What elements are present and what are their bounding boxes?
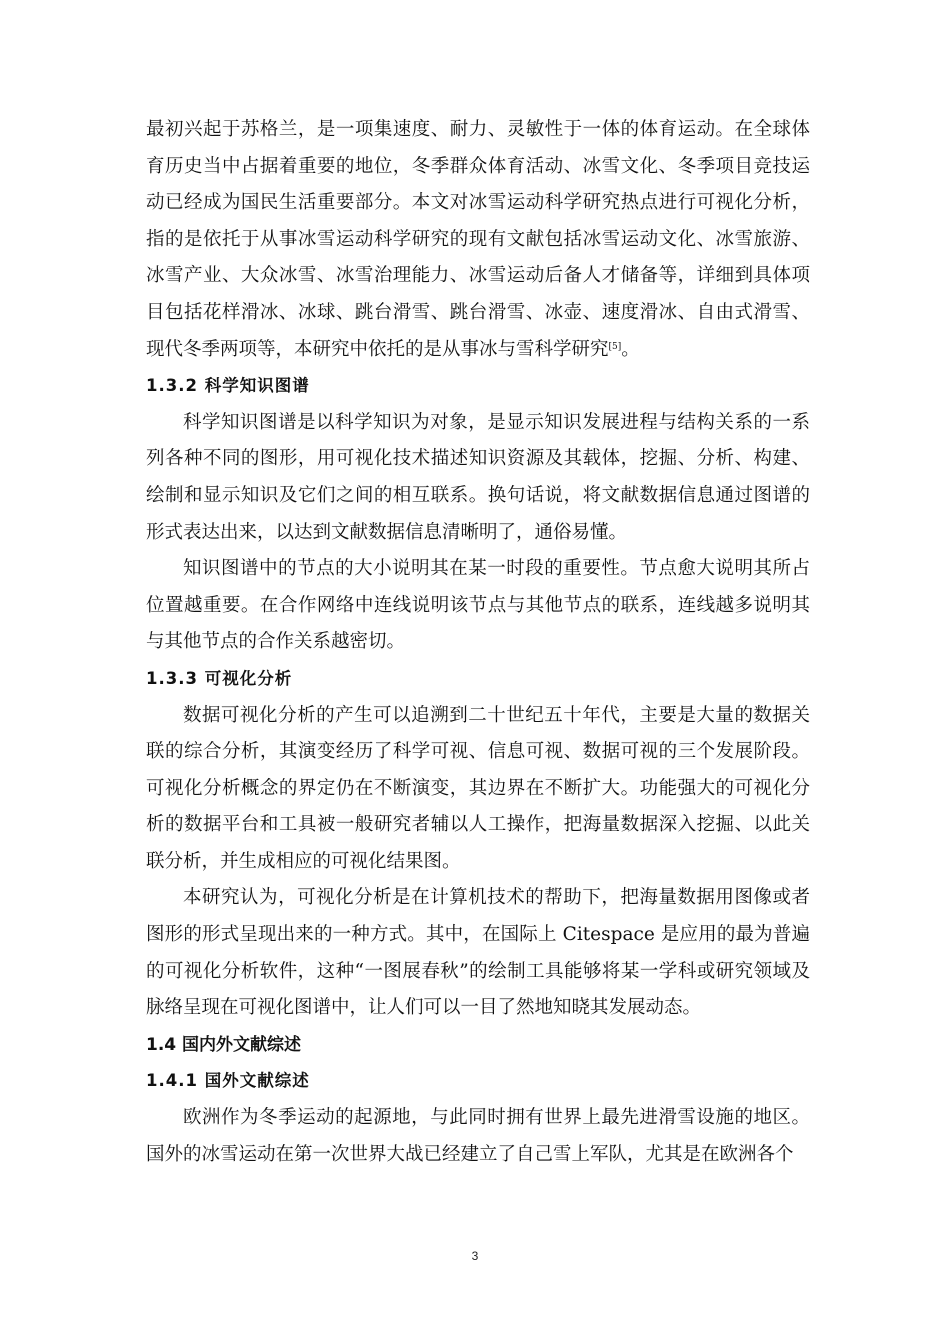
paragraph-visualization-definition: 本研究认为，可视化分析是在计算机技术的帮助下，把海量数据用图像或者图形的形式呈现出来的一种方式。其中，在国际上 Citespace 是应用的最为普遍的可视化分析软件，这种“一图展春秋”的绘制工具能够将某一学科或研究领域及脉络呈现在可视化图谱中，让人们可以一目了然地知晓其发展动态。: [146, 887, 810, 1019]
document-body: [146, 112, 810, 1173]
page-number: 3: [471, 1249, 479, 1263]
citation-marker: [5]: [608, 341, 622, 352]
section-heading-1-4: 1.4 国内外文献综述: [146, 1034, 302, 1055]
section-heading-1-4-1: 1.4.1 国外文献综述: [146, 1071, 310, 1091]
paragraph-knowledge-map-nodes: 知识图谱中的节点的大小说明其在某一时段的重要性。节点愈大说明其所占位置越重要。在合作网络中连线说明该节点与其他节点的联系，连线越多说明其与其他节点的合作关系越密切。: [146, 558, 810, 653]
paragraph-foreign-literature: 欧洲作为冬季运动的起源地，与此同时拥有世界上最先进滑雪设施的地区。国外的冰雪运动在第一次世界大战已经建立了自己雪上军队，尤其是在欧洲各个: [146, 1107, 810, 1165]
intro-paragraph: [146, 112, 810, 368]
intro-paragraph-tail: 。: [621, 338, 640, 360]
intro-paragraph-text: 最初兴起于苏格兰，是一项集速度、耐力、灵敏性于一体的体育运动。在全球体育历史当中占据着重要的地位，冬季群众体育活动、冰雪文化、冬季项目竞技运动已经成为国民生活重要部分。本文对冰雪运动科学研究热点进行可视化分析，指的是依托于从事冰雪运动科学研究的现有文献包括冰雪运动文化、冰雪旅游、冰雪产业、大众冰雪、冰雪治理能力、冰雪运动后备人才储备等，详细到具体项目包括花样滑冰、冰球、跳台滑雪、跳台滑雪、冰壶、速度滑冰、自由式滑雪、现代冬季两项等，本研究中依托的是从事冰与雪科学研究: [146, 119, 810, 360]
paragraph-knowledge-map-definition: 科学知识图谱是以科学知识为对象，是显示知识发展进程与结构关系的一系列各种不同的图形，用可视化技术描述知识资源及其载体，挖掘、分析、构建、绘制和显示知识及它们之间的相互联系。换句话说，将文献数据信息通过图谱的形式表达出来，以达到文献数据信息清晰明了，通俗易懂。: [146, 411, 810, 543]
paragraph-visualization-history: 数据可视化分析的产生可以追溯到二十世纪五十年代，主要是大量的数据关联的综合分析，其演变经历了科学可视、信息可视、数据可视的三个发展阶段。可视化分析概念的界定仍在不断演变，其边界在不断扩大。功能强大的可视化分析的数据平台和工具被一般研究者辅以人工操作，把海量数据深入挖掘、以此关联分析，并生成相应的可视化结果图。: [146, 704, 810, 872]
section-heading-1-3-2: 1.3.2 科学知识图谱: [146, 376, 310, 396]
section-heading-1-3-3: 1.3.3 可视化分析: [146, 668, 293, 688]
